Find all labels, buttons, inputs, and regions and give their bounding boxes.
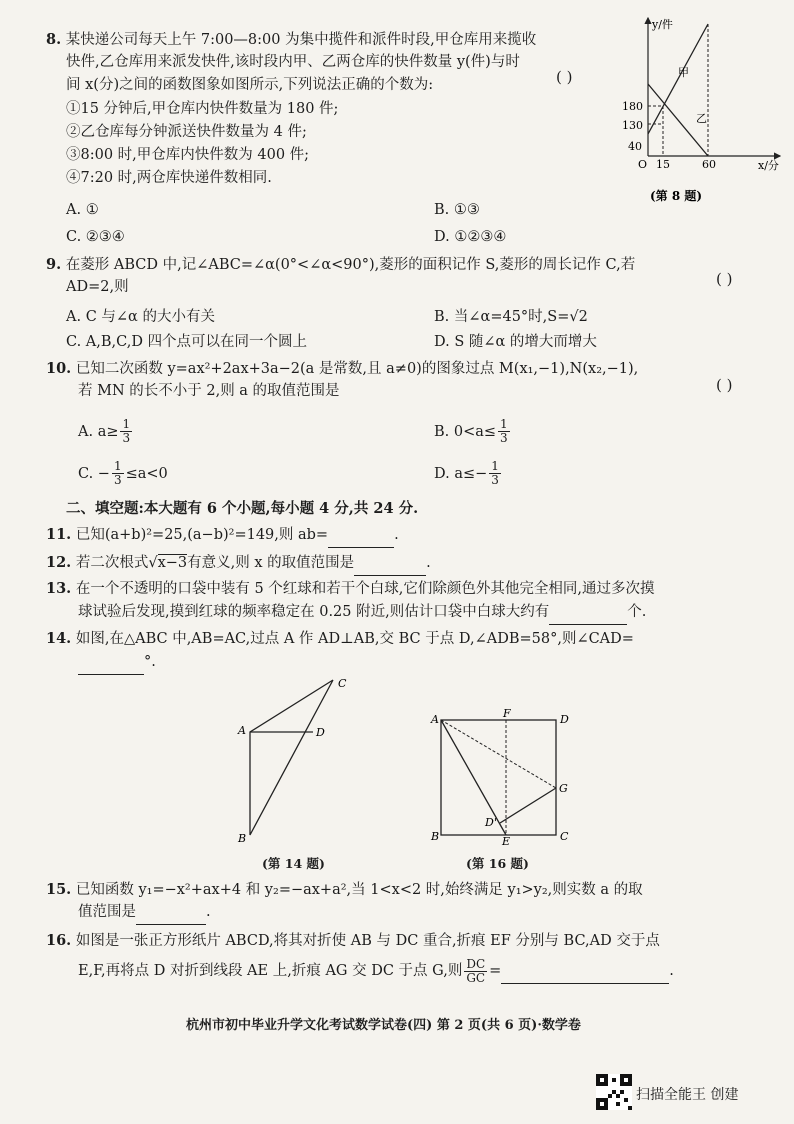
scanner-brand-label: 扫描全能王 创建 [636,1087,739,1103]
triangle-abc [250,680,333,835]
point-a-label: A [431,713,439,726]
fold-ag [441,720,556,788]
q14-answer-blank[interactable] [78,651,144,675]
figure-14-caption: (第 14 题) [262,856,325,871]
q15-answer-blank[interactable] [136,901,206,925]
q10-answer-bracket: ( ) [716,376,733,394]
q16-line1: 16. 如图是一张正方形纸片 ABCD,将其对折使 AB 与 DC 重合,折痕 EF 分别与 BC,AD 交于点 [46,932,660,949]
segment-d1g [500,788,556,823]
q10-line2: 若 MN 的长不小于 2,则 a 的取值范围是 [78,383,340,399]
y-tick-180: 180 [622,100,643,113]
q11-answer-blank[interactable] [328,524,394,548]
q11: 11. 已知(a+b)²=25,(a−b)²=149,则 ab= . [46,523,399,548]
q9-answer-bracket: ( ) [716,270,733,288]
q8-option-b: B. ①③ [434,202,480,218]
q9-option-a: A. C 与∠α 的大小有关 [66,309,215,325]
q8-function-graph [608,10,784,210]
q12-answer-blank[interactable] [354,552,426,576]
point-a-label: A [238,724,246,737]
q9-line1: 9. 在菱形 ABCD 中,记∠ABC=∠α(0°<∠α<90°),菱形的面积记作 S,菱形的周长记作 C,若 [46,256,636,273]
q8-line2: 快件,乙仓库用来派发快件,该时段内甲、乙两仓库的快件数量 y(件)与时 [66,54,520,70]
y-tick-40: 40 [628,140,642,153]
q14-line2: °. [78,651,156,675]
y-tick-130: 130 [622,119,643,132]
q15-line1: 15. 已知函数 y₁=−x²+ax+4 和 y₂=−ax+a²,当 1<x<2 时,始终满足 y₁>y₂,则实数 a 的取 [46,881,643,898]
q12: 12. 若二次根式√x−3有意义,则 x 的取值范围是 . [46,551,431,576]
q8-option-c: C. ②③④ [66,229,125,245]
figure-16-square [428,708,578,848]
qr-code-icon [596,1074,632,1110]
q8-option-a: A. ① [66,202,99,218]
q16-answer-blank[interactable] [501,960,669,984]
q9-option-d: D. S 随∠α 的增大而增大 [434,334,597,350]
figure-16-caption: (第 16 题) [466,856,529,871]
q10-option-d: D. a≤− $\frac{1}{3}$ [434,459,499,487]
figure-8-caption: (第 8 题) [650,189,703,203]
point-g-label: G [559,782,568,795]
point-b-label: B [238,832,247,845]
q15-line2: 值范围是 . [78,901,211,925]
point-c-label: C [338,677,347,690]
page-footer: 杭州市初中毕业升学文化考试数学试卷(四) 第 2 页(共 6 页)·数学卷 [186,1018,581,1033]
point-f-label: F [503,708,511,720]
square-abcd [441,720,556,835]
q9-option-b: B. 当∠α=45°时,S=√2 [434,309,588,325]
q10-line1: 10. 已知二次函数 y=ax²+2ax+3a−2(a 是常数,且 a≠0)的图象过点 M(x₁,−1),N(x₂,−1), [46,360,639,377]
q10-option-c: C. − $\frac{1}{3}$ ≤a<0 [78,459,168,487]
q8-statement-2: ②乙仓库每分钟派送快件数量为 4 件; [66,124,307,140]
point-d-label: D [316,726,325,739]
q8-statement-1: ①15 分钟后,甲仓库内快件数量为 180 件; [66,101,339,117]
point-e-label: E [502,835,511,848]
point-d-prime-label: D' [485,816,497,829]
q9-option-c: C. A,B,C,D 四个点可以在同一个圆上 [66,334,308,350]
y-axis-label: y/件 [652,18,673,31]
series-label-yi: 乙 [696,112,707,125]
x-tick-15: 15 [656,158,670,171]
q10-option-a: A. a≥ $\frac{1}{3}$ [78,417,131,445]
origin-label: O [638,158,648,171]
q8-statement-4: ④7:20 时,两仓库快递件数相同. [66,170,272,186]
q14-line1: 14. 如图,在△ABC 中,AB=AC,过点 A 作 AD⊥AB,交 BC 于点 D,∠ADB=58°,则∠CAD= [46,630,634,647]
section-2-heading: 二、填空题:本大题有 6 个小题,每小题 4 分,共 24 分. [66,500,419,517]
q16-line2: E,F,再将点 D 对折到线段 AE 上,折痕 AG 交 DC 于点 G,则 $\frac{DC}{GC}$ = . [78,957,674,985]
q8-statement-3: ③8:00 时,甲仓库内快件数为 400 件; [66,147,310,163]
figure-14-triangle [228,672,358,852]
q13-line1: 13. 在一个不透明的口袋中装有 5 个红球和若干个白球,它们除颜色外其他完全相同,通过多次摸 [46,580,655,597]
q8-line3: 间 x(分)之间的函数图象如图所示,下列说法正确的个数为: [66,77,434,93]
q10-option-b: B. 0<a≤ $\frac{1}{3}$ [434,417,508,445]
q8-line1: 8. 某快递公司每天上午 7:00—8:00 为集中揽件和派件时段,甲仓库用来揽收 [46,31,537,48]
q8-option-d: D. ①②③④ [434,229,507,245]
point-b-label: B [431,830,440,843]
q8-answer-bracket: ( ) [556,68,573,86]
x-axis-label: x/分 [758,159,779,172]
q13-answer-blank[interactable] [549,601,627,625]
q13-line2: 球试验后发现,摸到红球的频率稳定在 0.25 附近,则估计口袋中白球大约有 个. [78,601,646,625]
series-label-jia: 甲 [678,66,689,79]
point-d-label: D [560,713,569,726]
q9-line2: AD=2,则 [66,279,129,295]
x-tick-60: 60 [702,158,716,171]
point-c-label: C [560,830,569,843]
